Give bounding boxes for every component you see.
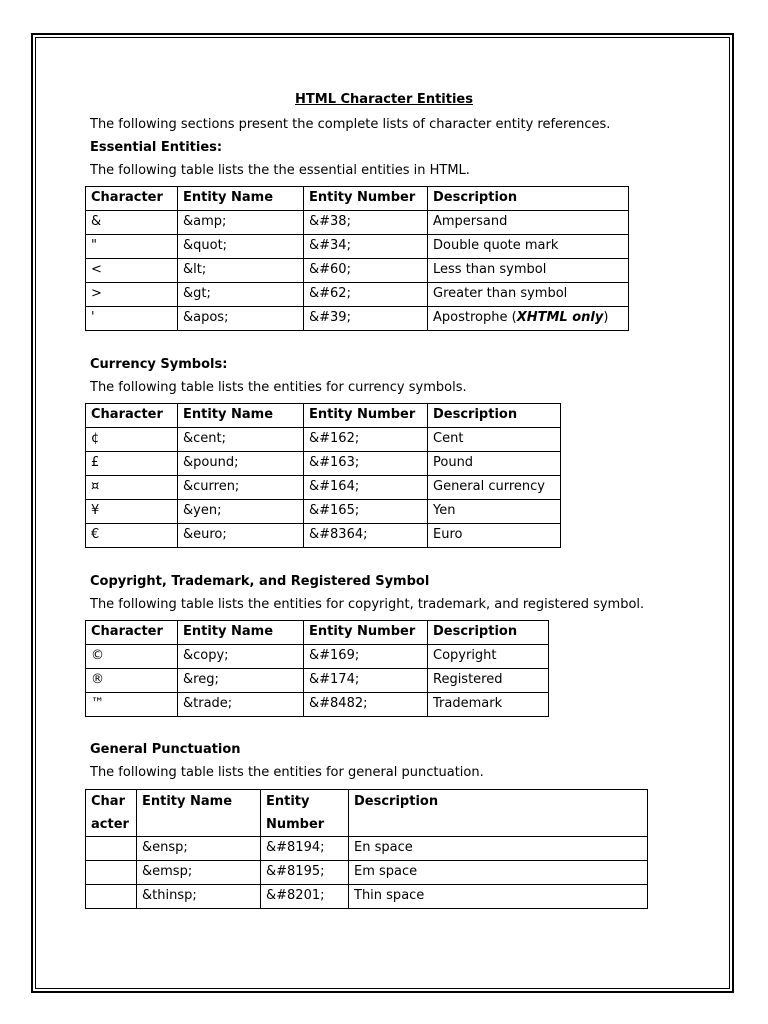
- table-cell: &#8194;: [261, 837, 349, 861]
- table-cell: ¥: [86, 500, 178, 524]
- table-cell: En space: [349, 837, 648, 861]
- table-row: [86, 885, 648, 909]
- table-cell: &: [86, 211, 178, 235]
- table-cell: Trademark: [428, 693, 549, 717]
- xhtml-only-note: XHTML only: [516, 310, 604, 325]
- table-cell: &cent;: [178, 428, 304, 452]
- table-cell: &#8201;: [261, 885, 349, 909]
- table-row: [86, 524, 561, 548]
- table-row: [86, 452, 561, 476]
- table-cell: &#8195;: [261, 861, 349, 885]
- table-cell: >: [86, 283, 178, 307]
- table-cell: &copy;: [178, 645, 304, 669]
- table-cell: ™: [86, 693, 178, 717]
- table-cell: &#62;: [304, 283, 428, 307]
- header-cell: Entity Number: [304, 404, 428, 428]
- header-cell: Entity Number: [261, 790, 349, 837]
- table-row: [86, 235, 629, 259]
- intro-paragraph: The following sections present the complete lists of character entity references.: [90, 117, 611, 132]
- header-cell: Description: [428, 621, 549, 645]
- header-cell: Entity Name: [137, 790, 261, 837]
- table-cell: &#163;: [304, 452, 428, 476]
- table-cell: &#39;: [304, 307, 428, 331]
- table-cell: &pound;: [178, 452, 304, 476]
- section-desc-currency: The following table lists the entities for currency symbols.: [90, 380, 467, 395]
- table-cell: Pound: [428, 452, 561, 476]
- table-cell: &thinsp;: [137, 885, 261, 909]
- description-text: Apostrophe (: [433, 310, 517, 325]
- table-cell: &yen;: [178, 500, 304, 524]
- table-cell: ©: [86, 645, 178, 669]
- table-cell: &#38;: [304, 211, 428, 235]
- table-cell: &#8364;: [304, 524, 428, 548]
- table-cell: Ampersand: [428, 211, 629, 235]
- table-cell: &#165;: [304, 500, 428, 524]
- table-cell: &reg;: [178, 669, 304, 693]
- table-cell: €: [86, 524, 178, 548]
- table-cell: Yen: [428, 500, 561, 524]
- table-header-row: [86, 404, 561, 428]
- section-desc-copyright: The following table lists the entities for copyright, trademark, and registered symbol.: [90, 597, 645, 612]
- table-cell: &gt;: [178, 283, 304, 307]
- table-cell: &#174;: [304, 669, 428, 693]
- table-cell: &#34;: [304, 235, 428, 259]
- table-cell: &ensp;: [137, 837, 261, 861]
- header-cell: Entity Name: [178, 621, 304, 645]
- table-cell: ®: [86, 669, 178, 693]
- description-close: ): [603, 310, 609, 325]
- table-row: [86, 283, 629, 307]
- table-cell: &#169;: [304, 645, 428, 669]
- header-cell: Entity Number: [304, 187, 428, 211]
- header-cell: Character: [86, 404, 178, 428]
- table-header-row: [86, 621, 549, 645]
- table-cell: Thin space: [349, 885, 648, 909]
- table-header-row: [86, 187, 629, 211]
- punctuation-table: [85, 789, 648, 909]
- table-row: [86, 307, 629, 331]
- copyright-symbols-table: [85, 620, 549, 717]
- table-row: [86, 861, 648, 885]
- table-cell: Registered: [428, 669, 549, 693]
- table-cell: Greater than symbol: [428, 283, 629, 307]
- table-cell: &amp;: [178, 211, 304, 235]
- table-cell: General currency: [428, 476, 561, 500]
- table-row: [86, 476, 561, 500]
- table-cell: &apos;: [178, 307, 304, 331]
- table-row: [86, 693, 549, 717]
- table-cell: Copyright: [428, 645, 549, 669]
- table-cell: Cent: [428, 428, 561, 452]
- table-row: [86, 669, 549, 693]
- table-cell: &lt;: [178, 259, 304, 283]
- table-cell: ": [86, 235, 178, 259]
- essential-entities-table: [85, 186, 629, 331]
- table-cell: [86, 885, 137, 909]
- header-cell: Description: [349, 790, 648, 837]
- table-cell: ¢: [86, 428, 178, 452]
- section-heading-copyright: Copyright, Trademark, and Registered Symbol: [90, 574, 430, 589]
- table-cell: &trade;: [178, 693, 304, 717]
- header-cell: Entity Name: [178, 404, 304, 428]
- table-cell: &#162;: [304, 428, 428, 452]
- table-cell: Double quote mark: [428, 235, 629, 259]
- table-cell: <: [86, 259, 178, 283]
- table-cell: &#60;: [304, 259, 428, 283]
- table-cell: Euro: [428, 524, 561, 548]
- table-cell: Em space: [349, 861, 648, 885]
- header-cell: Character: [86, 621, 178, 645]
- section-heading-essential: Essential Entities:: [90, 140, 223, 155]
- table-cell: [428, 307, 629, 331]
- table-row: [86, 211, 629, 235]
- table-cell: &emsp;: [137, 861, 261, 885]
- section-desc-punctuation: The following table lists the entities for general punctuation.: [90, 765, 484, 780]
- table-cell: ¤: [86, 476, 178, 500]
- header-cell: Description: [428, 187, 629, 211]
- table-cell: ': [86, 307, 178, 331]
- table-row: [86, 837, 648, 861]
- currency-symbols-table: [85, 403, 561, 548]
- table-row: [86, 645, 549, 669]
- table-cell: &#164;: [304, 476, 428, 500]
- header-cell: Entity Name: [178, 187, 304, 211]
- header-cell: Character: [86, 187, 178, 211]
- table-row: [86, 428, 561, 452]
- document-title: HTML Character Entities: [295, 92, 473, 107]
- table-cell: Less than symbol: [428, 259, 629, 283]
- table-cell: &euro;: [178, 524, 304, 548]
- table-cell: &quot;: [178, 235, 304, 259]
- table-header-row: [86, 790, 648, 837]
- header-cell: Char acter: [86, 790, 137, 837]
- section-desc-essential: The following table lists the the essential entities in HTML.: [90, 163, 470, 178]
- header-cell: Entity Number: [304, 621, 428, 645]
- table-cell: £: [86, 452, 178, 476]
- table-row: [86, 500, 561, 524]
- table-cell: &curren;: [178, 476, 304, 500]
- table-cell: [86, 837, 137, 861]
- table-row: [86, 259, 629, 283]
- section-heading-punctuation: General Punctuation: [90, 742, 241, 757]
- header-cell: Description: [428, 404, 561, 428]
- table-cell: [86, 861, 137, 885]
- table-cell: &#8482;: [304, 693, 428, 717]
- section-heading-currency: Currency Symbols:: [90, 357, 228, 372]
